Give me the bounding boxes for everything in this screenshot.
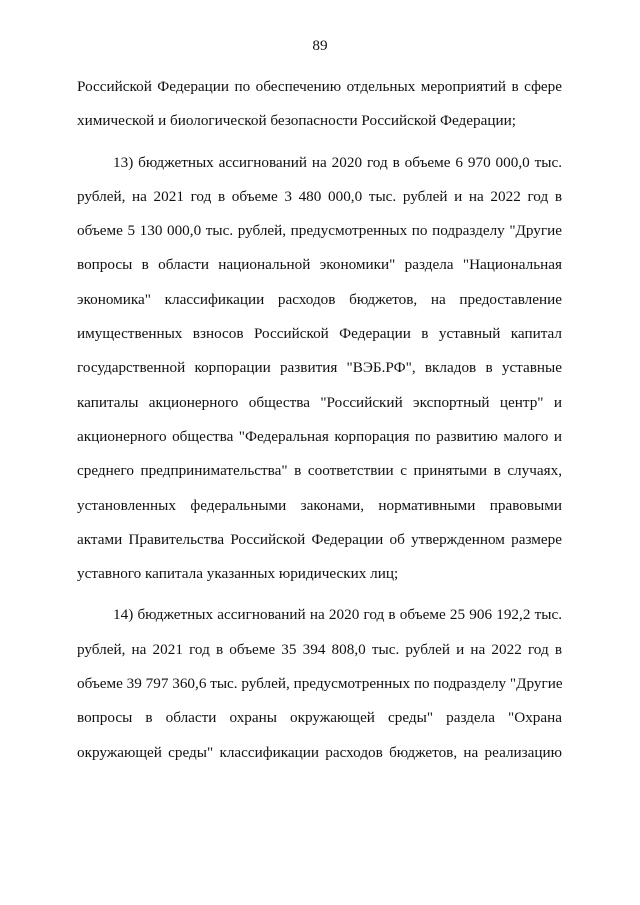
text-line: установленных федеральными законами, нормативными правовыми: [77, 496, 562, 514]
text-line: объеме 39 797 360,6 тыс. рублей, предусмотренных по подразделу "Другие: [77, 675, 563, 693]
text-line: государственной корпорации развития "ВЭБ.РФ", вкладов в уставные: [77, 359, 562, 377]
paragraph-gap: [77, 595, 562, 602]
text-line: 14) бюджетных ассигнований на 2020 год в объеме 25 906 192,2 тыс.: [113, 606, 562, 624]
text-line: актами Правительства Российской Федерации об утвержденном размере: [77, 530, 562, 548]
text-line: вопросы в области охраны окружающей среды" раздела "Охрана: [77, 709, 562, 727]
text-line: капиталы акционерного общества "Российский экспортный центр" и: [77, 393, 562, 411]
text-line: рублей, на 2021 год в объеме 3 480 000,0 тыс. рублей и на 2022 год в: [77, 187, 562, 205]
text-line: акционерного общества "Федеральная корпорация по развитию малого и: [77, 427, 562, 445]
text-line: рублей, на 2021 год в объеме 35 394 808,0 тыс. рублей и на 2022 год в: [77, 640, 562, 658]
text-line: объеме 5 130 000,0 тыс. рублей, предусмотренных по подразделу "Другие: [77, 222, 562, 240]
page-number: 89: [312, 37, 328, 54]
text-line: вопросы в области национальной экономики" раздела "Национальная: [77, 256, 562, 274]
text-line: окружающей среды" классификации расходов бюджетов, на реализацию: [77, 743, 562, 761]
text-line: химической и биологической безопасности Российской Федерации;: [77, 112, 516, 130]
text-line: Российской Федерации по обеспечению отдельных мероприятий в сфере: [77, 78, 562, 95]
text-line: имущественных взносов Российской Федерации в уставный капитал: [77, 325, 562, 343]
text-line: 13) бюджетных ассигнований на 2020 год в объеме 6 970 000,0 тыс.: [113, 153, 562, 171]
document-body: [77, 74, 562, 774]
text-line: экономика" классификации расходов бюджетов, на предоставление: [77, 290, 562, 308]
paragraph-gap: [77, 143, 562, 150]
text-line: уставного капитала указанных юридических лиц;: [77, 565, 399, 583]
text-line: среднего предпринимательства" в соответствии с принятыми в случаях,: [77, 462, 562, 480]
